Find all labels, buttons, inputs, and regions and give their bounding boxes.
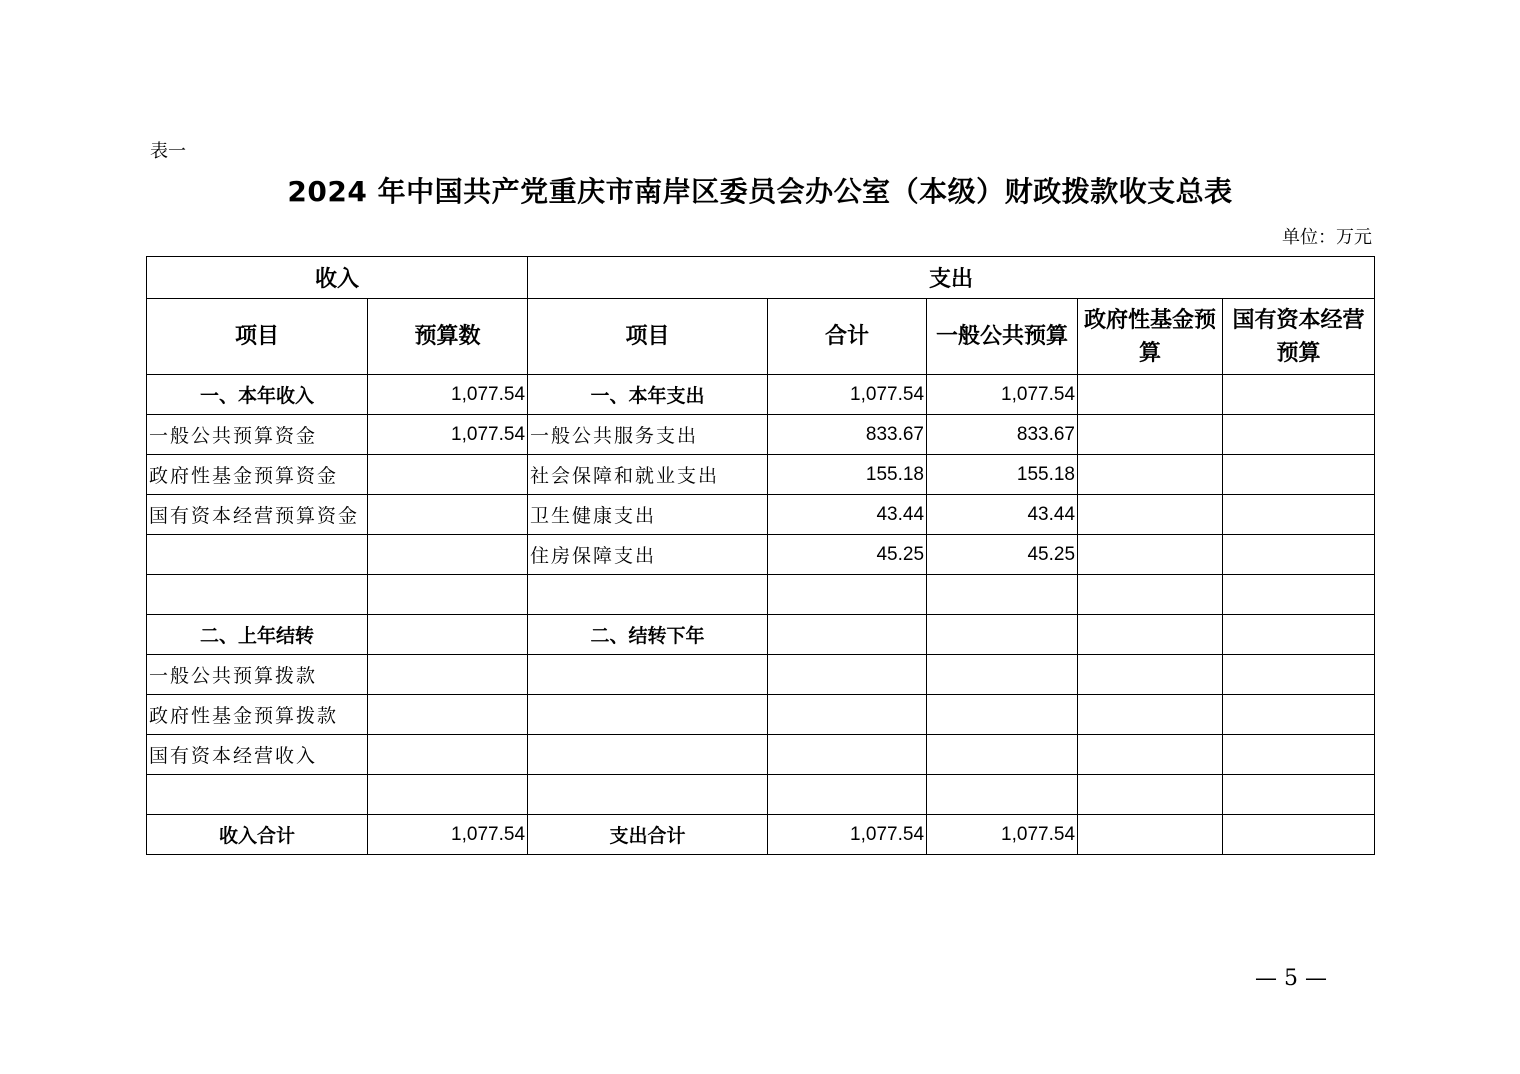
table-cell	[368, 575, 528, 615]
table-cell: 一般公共预算拨款	[147, 655, 368, 695]
table-cell: 155.18	[927, 455, 1078, 495]
table-cell: 43.44	[768, 495, 927, 535]
table-cell: 43.44	[927, 495, 1078, 535]
table-cell	[147, 535, 368, 575]
page-title: 2024 年中国共产党重庆市南岸区委员会办公室（本级）财政拨款收支总表	[287, 175, 1233, 208]
table-cell	[528, 775, 768, 815]
table-cell	[1078, 415, 1223, 455]
table-cell	[1223, 775, 1375, 815]
table-cell	[1223, 455, 1375, 495]
table-cell: 住房保障支出	[528, 535, 768, 575]
table-cell	[368, 735, 528, 775]
column-header: 一般公共预算	[927, 299, 1078, 375]
table-cell	[368, 535, 528, 575]
table-cell: 1,077.54	[368, 415, 528, 455]
table-cell: 1,077.54	[368, 375, 528, 415]
table-cell	[1223, 695, 1375, 735]
table-cell: 833.67	[927, 415, 1078, 455]
budget-table	[146, 256, 1375, 855]
table-row	[147, 655, 1375, 695]
table-cell	[1223, 415, 1375, 455]
table-cell: 1,077.54	[768, 815, 927, 855]
column-header: 合计	[768, 299, 927, 375]
table-cell: 二、结转下年	[528, 615, 768, 655]
table-cell: 二、上年结转	[147, 615, 368, 655]
table-cell	[1223, 375, 1375, 415]
table-cell	[528, 735, 768, 775]
table-cell	[927, 775, 1078, 815]
table-cell: 45.25	[768, 535, 927, 575]
section-header-row	[147, 257, 1375, 299]
table-cell	[1078, 455, 1223, 495]
table-cell	[147, 575, 368, 615]
table-cell	[1223, 655, 1375, 695]
table-cell	[1078, 655, 1223, 695]
table-row	[147, 815, 1375, 855]
table-cell: 833.67	[768, 415, 927, 455]
table-cell	[768, 575, 927, 615]
table-cell: 政府性基金预算拨款	[147, 695, 368, 735]
table-cell	[768, 615, 927, 655]
table-cell	[528, 575, 768, 615]
column-header: 项目	[528, 299, 768, 375]
table-cell: 1,077.54	[768, 375, 927, 415]
table-cell	[528, 695, 768, 735]
table-cell	[1078, 535, 1223, 575]
table-row	[147, 495, 1375, 535]
table-cell	[768, 695, 927, 735]
table-row	[147, 415, 1375, 455]
table-cell	[368, 695, 528, 735]
table-row	[147, 695, 1375, 735]
table-cell	[1078, 615, 1223, 655]
table-row	[147, 735, 1375, 775]
table-cell: 1,077.54	[927, 375, 1078, 415]
table-cell: 一般公共服务支出	[528, 415, 768, 455]
table-row	[147, 615, 1375, 655]
table-row	[147, 535, 1375, 575]
table-cell	[1078, 815, 1223, 855]
table-cell: 155.18	[768, 455, 927, 495]
table-cell	[368, 655, 528, 695]
table-cell: 一般公共预算资金	[147, 415, 368, 455]
table-cell: 1,077.54	[368, 815, 528, 855]
table-cell	[1223, 535, 1375, 575]
table-cell: 国有资本经营收入	[147, 735, 368, 775]
income-header: 收入	[147, 257, 528, 299]
table-cell	[368, 615, 528, 655]
column-header: 国有资本经营预算	[1223, 299, 1375, 375]
table-cell	[927, 615, 1078, 655]
table-cell	[768, 735, 927, 775]
table-cell	[927, 655, 1078, 695]
table-cell: 国有资本经营预算资金	[147, 495, 368, 535]
table-cell	[1078, 775, 1223, 815]
table-cell: 卫生健康支出	[528, 495, 768, 535]
table-cell: 收入合计	[147, 815, 368, 855]
table-label: 表一	[150, 141, 186, 162]
table-cell: 一、本年支出	[528, 375, 768, 415]
table-cell: 1,077.54	[927, 815, 1078, 855]
table-cell	[368, 775, 528, 815]
column-header: 项目	[147, 299, 368, 375]
table-row	[147, 455, 1375, 495]
table-cell: 社会保障和就业支出	[528, 455, 768, 495]
table-cell	[1223, 735, 1375, 775]
column-header: 政府性基金预算	[1078, 299, 1223, 375]
table-cell	[1223, 495, 1375, 535]
table-cell	[1223, 815, 1375, 855]
table-row	[147, 775, 1375, 815]
table-cell	[768, 775, 927, 815]
table-cell	[768, 655, 927, 695]
expense-header: 支出	[528, 257, 1375, 299]
table-cell	[368, 495, 528, 535]
table-cell	[147, 775, 368, 815]
table-cell	[927, 695, 1078, 735]
column-header: 预算数	[368, 299, 528, 375]
table-cell	[927, 735, 1078, 775]
table-cell	[1078, 495, 1223, 535]
table-cell	[528, 655, 768, 695]
page-number: — 5 —	[1255, 966, 1327, 991]
table-cell: 政府性基金预算资金	[147, 455, 368, 495]
table-row	[147, 375, 1375, 415]
table-cell	[368, 455, 528, 495]
table-cell	[1078, 735, 1223, 775]
table-cell	[927, 575, 1078, 615]
table-cell	[1078, 375, 1223, 415]
table-cell: 支出合计	[528, 815, 768, 855]
table-cell	[1223, 615, 1375, 655]
table-cell	[1078, 695, 1223, 735]
table-cell	[1223, 575, 1375, 615]
unit-label: 单位：万元	[1282, 227, 1372, 248]
table-cell: 45.25	[927, 535, 1078, 575]
table-cell	[1078, 575, 1223, 615]
table-row	[147, 575, 1375, 615]
table-cell: 一、本年收入	[147, 375, 368, 415]
column-header-row	[147, 299, 1375, 375]
